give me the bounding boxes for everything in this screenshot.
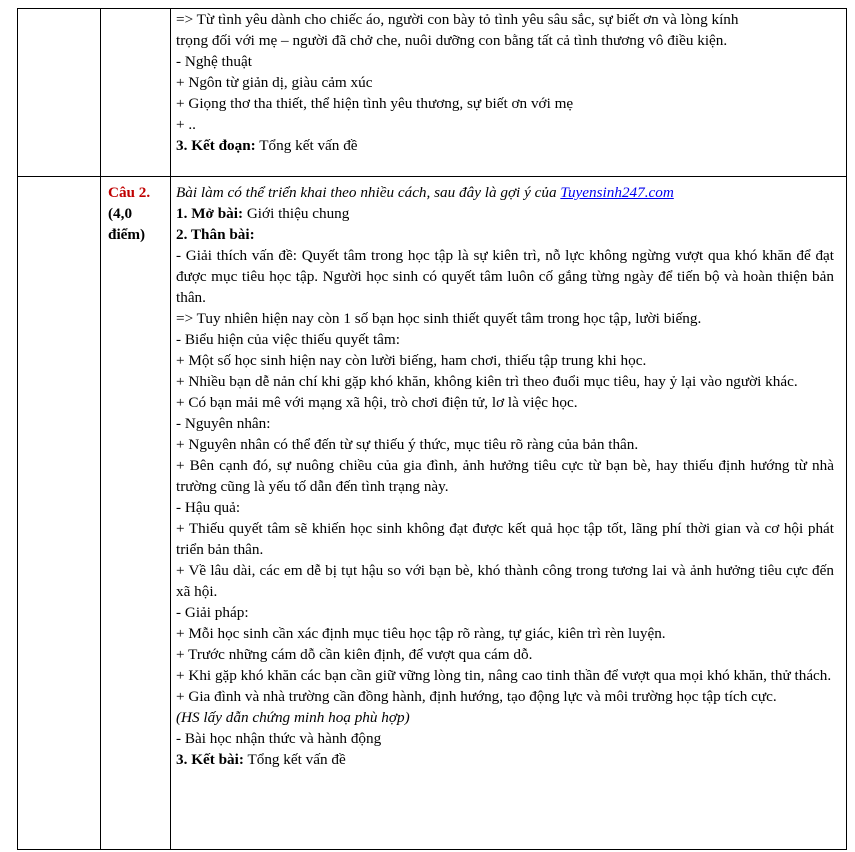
row1-content [176, 9, 834, 156]
column-divider-1 [100, 9, 101, 849]
ket-bai-text: Tổng kết vấn đề [243, 751, 346, 768]
body-paragraph: + Nguyên nhân có thể đến từ sự thiếu ý thức, mục tiêu rõ ràng của bản thân. [176, 436, 639, 453]
question-label [108, 182, 170, 245]
body-paragraph: - Giải thích vấn đề: Quyết tâm trong học tập là sự kiên trì, nỗ lực không ngừng vượt qua khó khăn để đạt được mục tiêu học tập. Người học sinh có quyết tâm luôn cố gắng từng ngày để tiến bộ và hoàn thiện bản thân. [176, 247, 834, 306]
ket-doan-text: Tổng kết vấn đề [255, 137, 358, 154]
body-paragraph: + Có bạn mải mê với mạng xã hội, trò chơi điện tử, lơ là việc học. [176, 394, 578, 411]
question-number: Câu 2. [108, 184, 151, 201]
ket-bai-label: 3. Kết bài: [176, 751, 244, 768]
body-paragraph: - Hậu quả: [176, 499, 241, 516]
body-paragraph: + Mỗi học sinh cần xác định mục tiêu học tập rõ ràng, tự giác, kiên trì rèn luyện. [176, 625, 666, 642]
mo-bai-text: Giới thiệu chung [243, 205, 350, 222]
row1-line: + .. [176, 116, 196, 133]
than-bai-label: 2. Thân bài: [176, 226, 255, 243]
row-divider [18, 176, 846, 177]
mo-bai-label: 1. Mở bài: [176, 205, 244, 222]
intro-line [176, 182, 834, 203]
body-paragraph: - Nguyên nhân: [176, 415, 271, 432]
lesson-line: - Bài học nhận thức và hành động [176, 730, 382, 747]
body-paragraph: + Một số học sinh hiện nay còn lười biếng, ham chơi, thiếu tập trung khi học. [176, 352, 647, 369]
body-paragraph: - Giải pháp: [176, 604, 249, 621]
evidence-note: (HS lấy dẫn chứng minh hoạ phù hợp) [176, 709, 410, 726]
ket-bai [176, 749, 834, 770]
ket-doan-label: 3. Kết đoạn: [176, 137, 256, 154]
row2-content [176, 182, 834, 770]
tuyensinh-link[interactable]: Tuyensinh247.com [560, 184, 674, 201]
row1-line: trọng đối với mẹ – người đã chở che, nuôi dưỡng con bằng tất cả tình thương vô điều kiện. [176, 32, 728, 49]
body-paragraph: + Bên cạnh đó, sự nuông chiều của gia đình, ảnh hưởng tiêu cực từ bạn bè, hay thiếu định hướng từ nhà trường cũng là yếu tố dẫn đến tình trạng này. [176, 457, 834, 495]
body-paragraph: + Về lâu dài, các em dễ bị tụt hậu so với bạn bè, khó thành công trong tương lai và ảnh hưởng tiêu cực đến xã hội. [176, 562, 834, 600]
intro-text: Bài làm có thể triển khai theo nhiều cách, sau đây là gợi ý của [176, 184, 561, 201]
row1-line: + Giọng thơ tha thiết, thể hiện tình yêu thương, sự biết ơn với mẹ [176, 95, 574, 112]
question-points: (4,0 [108, 205, 133, 222]
row1-line: => Từ tình yêu dành cho chiếc áo, người con bày tỏ tình yêu sâu sắc, sự biết ơn và lòng kính [176, 11, 739, 28]
body-paragraph: + Gia đình và nhà trường cần đồng hành, định hướng, tạo động lực và môi trường học tập tích cực. [176, 688, 777, 705]
body-paragraph: + Trước những cám dỗ cần kiên định, để vượt qua cám dỗ. [176, 646, 533, 663]
mo-bai [176, 203, 834, 224]
question-points-unit: điểm) [108, 226, 146, 243]
ket-doan [176, 135, 834, 156]
column-divider-2 [170, 9, 171, 849]
row1-line: - Nghệ thuật [176, 53, 252, 70]
body-paragraph: + Khi gặp khó khăn các bạn cần giữ vững lòng tin, nâng cao tinh thần để vượt qua mọi khó khăn, thử thách. [176, 667, 832, 684]
body-paragraph: => Tuy nhiên hiện nay còn 1 số bạn học sinh thiết quyết tâm trong học tập, lười biếng. [176, 310, 702, 327]
body-paragraph: + Nhiều bạn dễ nản chí khi gặp khó khăn, không kiên trì theo đuổi mục tiêu, hay ỷ lại vào người khác. [176, 373, 798, 390]
row1-line: + Ngôn từ giản dị, giàu cảm xúc [176, 74, 373, 91]
body-paragraph: + Thiếu quyết tâm sẽ khiến học sinh không đạt được kết quả học tập tốt, lãng phí thời gian và cơ hội phát triển bản thân. [176, 520, 834, 558]
body-paragraph: - Biểu hiện của việc thiếu quyết tâm: [176, 331, 400, 348]
